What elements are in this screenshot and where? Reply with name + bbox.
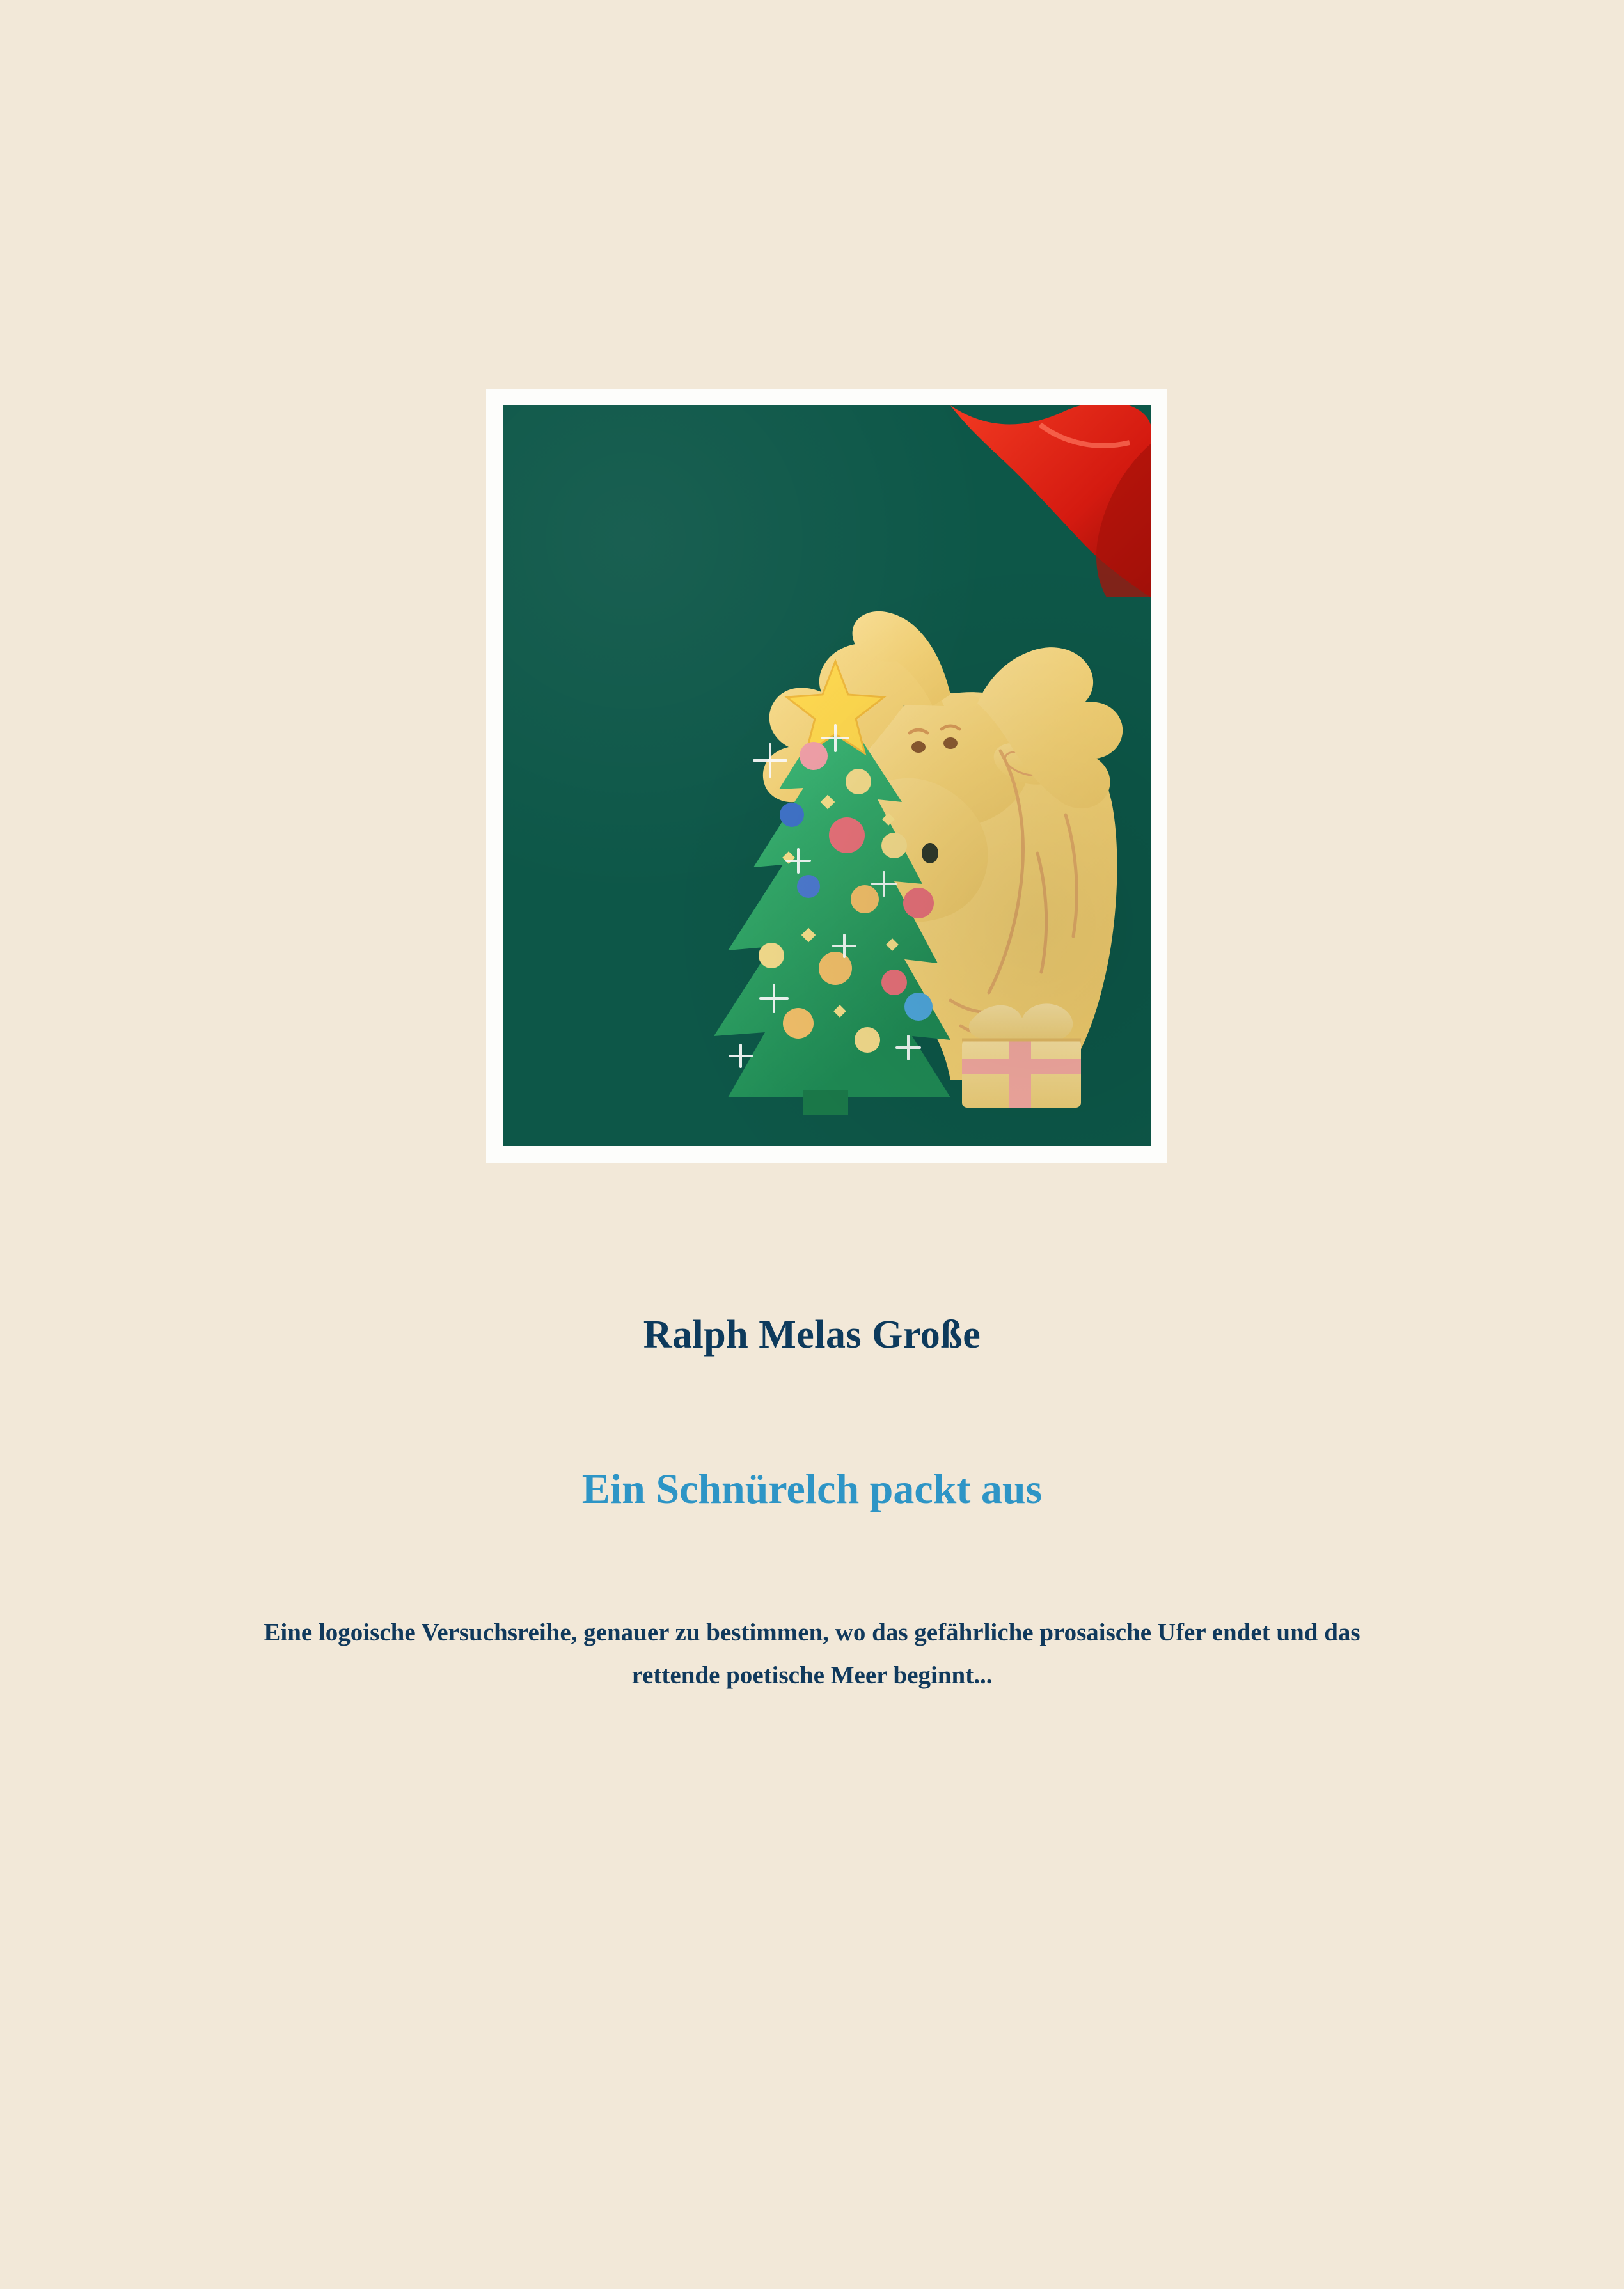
book-subtitle: Eine logoische Versuchsreihe, genauer zu bestimmen, wo das gefährliche prosaische Ufer endet und das rettende poetische Meer beginnt... bbox=[264, 1618, 1360, 1689]
cover-text-block bbox=[0, 1311, 1624, 1697]
book-title: Ein Schnürelch packt aus bbox=[581, 1466, 1043, 1513]
cover-illustration-frame bbox=[486, 389, 1167, 1163]
author-name: Ralph Melas Große bbox=[643, 1313, 981, 1357]
gift-box bbox=[962, 1003, 1081, 1108]
illustration-artwork bbox=[503, 405, 1151, 1146]
christmas-moose-illustration bbox=[503, 405, 1151, 1146]
